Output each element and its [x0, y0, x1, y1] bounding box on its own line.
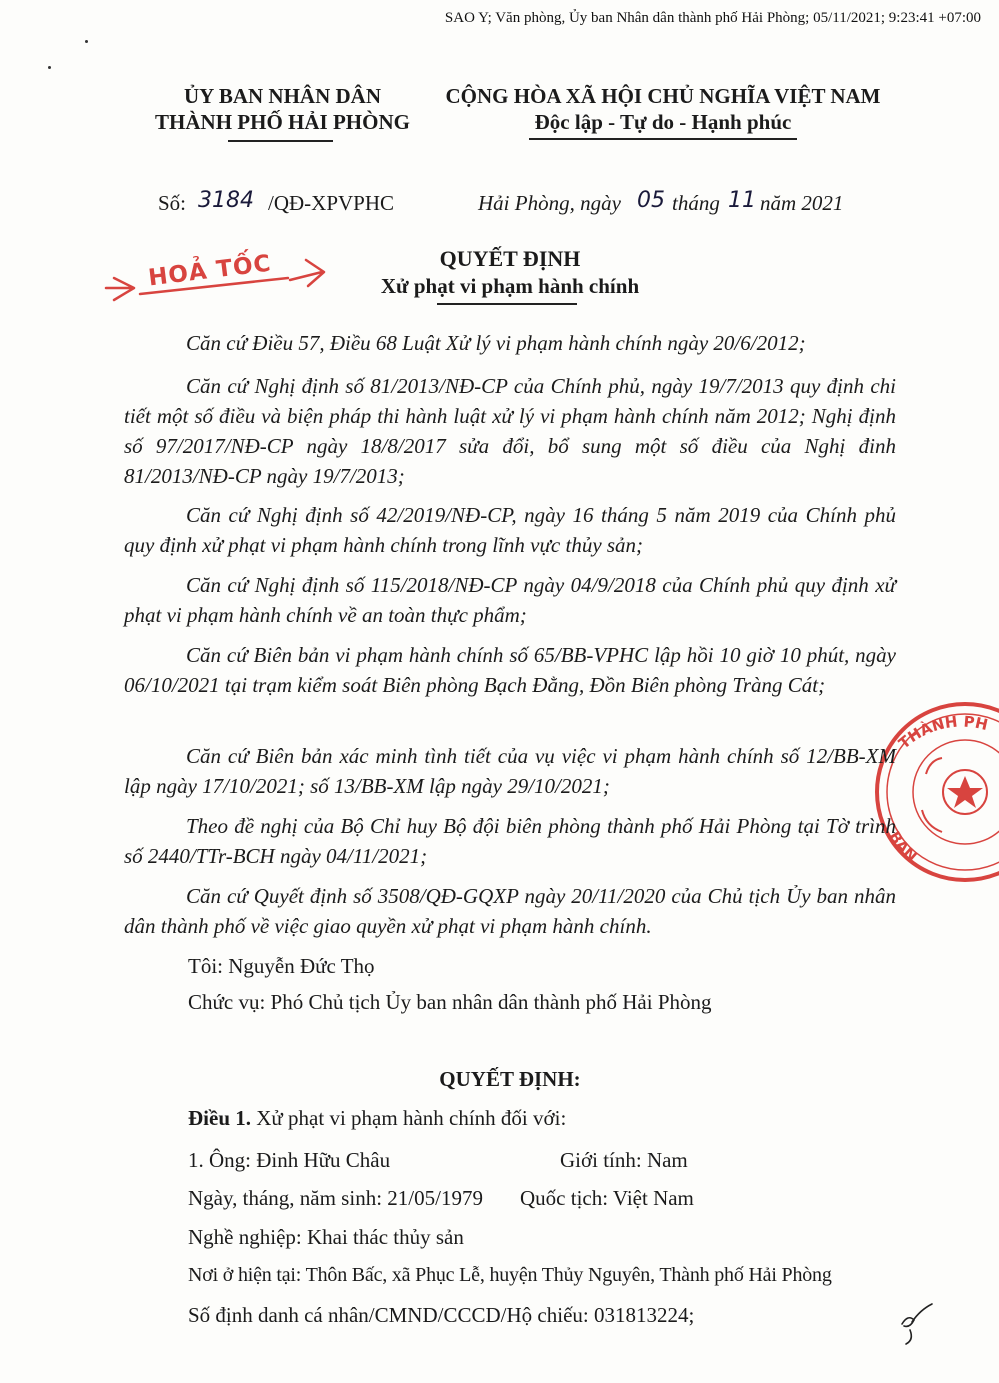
issuer-underline — [228, 140, 333, 142]
scan-speck — [48, 66, 51, 69]
scan-speck — [85, 40, 88, 43]
urgent-stamp-text: HOẢ TỐC — [146, 250, 273, 292]
basis-paragraph: Căn cứ Nghị định số 115/2018/NĐ-CP ngày 04/9/2018 của Chính phủ quy định xử phạt vi phạm hành chính về an toàn thực phẩm; — [124, 573, 896, 627]
basis-paragraph: Theo đề nghị của Bộ Chỉ huy Bộ đội biên phòng thành phố Hải Phòng tại Tờ trình số 2440/TTr-BCH ngày 04/11/2021; — [124, 814, 896, 868]
digital-copy-stamp-line: SAO Y; Văn phòng, Ủy ban Nhân dân thành phố Hải Phòng; 05/11/2021; 9:23:41 +07:00 — [444, 10, 981, 26]
document-title: QUYẾT ĐỊNH — [439, 246, 581, 271]
offender-dob: Ngày, tháng, năm sinh: 21/05/1979 — [188, 1186, 483, 1210]
national-title: CỘNG HÒA XÃ HỘI CHỦ NGHĨA VIỆT NAM — [445, 84, 881, 108]
basis-paragraph: Căn cứ Điều 57, Điều 68 Luật Xử lý vi phạm hành chính ngày 20/6/2012; — [186, 331, 806, 355]
date-place: Hải Phòng, ngày — [478, 191, 621, 215]
article-1-label: Điều 1. — [188, 1106, 251, 1130]
offender-residence: Nơi ở hiện tại: Thôn Bấc, xã Phục Lễ, huyện Thủy Nguyên, Thành phố Hải Phòng — [188, 1264, 832, 1286]
issuer-line-1: ỦY BAN NHÂN DÂN — [184, 84, 381, 108]
decision-heading: QUYẾT ĐỊNH: — [439, 1067, 581, 1091]
basis-paragraph: Căn cứ Biên bản vi phạm hành chính số 65/BB-VPHC lập hồi 10 giờ 10 phút, ngày 06/10/2021 tại trạm kiểm soát Biên phòng Bạch Đằng, Đồn Biên phòng Tràng Cát; — [124, 643, 896, 697]
article-1-line — [188, 1106, 566, 1131]
offender-id-number: Số định danh cá nhân/CMND/CCCD/Hộ chiếu: 031813224; — [188, 1303, 695, 1327]
date-month-label: tháng — [672, 191, 720, 215]
offender-name: 1. Ông: Đinh Hữu Châu — [188, 1148, 391, 1172]
national-motto: Độc lập - Tự do - Hạnh phúc — [534, 110, 792, 134]
basis-paragraph: Căn cứ Quyết định số 3508/QĐ-GQXP ngày 20/11/2020 của Chủ tịch Ủy ban nhân dân thành phố về việc giao quyền xử phạt vi phạm hành chính. — [124, 884, 896, 938]
seal-top-text: THÀNH PH — [895, 712, 990, 753]
offender-nationality: Quốc tịch: Việt Nam — [520, 1186, 694, 1210]
doc-number-suffix: /QĐ-XPVPHC — [268, 191, 395, 215]
svg-text:THÀNH PH — [895, 713, 989, 753]
motto-underline — [529, 138, 797, 140]
document-subtitle: Xử phạt vi phạm hành chính — [380, 274, 640, 298]
signer-name: Tôi: Nguyễn Đức Thọ — [188, 954, 375, 978]
date-month-handwritten: 11 — [728, 188, 756, 213]
basis-paragraph: Căn cứ Nghị định số 42/2019/NĐ-CP, ngày 16 tháng 5 năm 2019 của Chính phủ quy định xử phạt vi phạm hành chính trong lĩnh vực thủy sản; — [124, 503, 896, 557]
issuer-line-2: THÀNH PHỐ HẢI PHÒNG — [155, 110, 410, 134]
offender-occupation: Nghề nghiệp: Khai thác thủy sản — [188, 1225, 464, 1249]
date-year: năm 2021 — [760, 191, 844, 215]
doc-number-label: Số: — [158, 191, 187, 215]
basis-paragraph: Căn cứ Biên bản xác minh tình tiết của vụ việc vi phạm hành chính số 12/BB-XM lập ngày 17/10/2021; số 13/BB-XM lập ngày 29/10/2021; — [124, 744, 896, 798]
signer-position: Chức vụ: Phó Chủ tịch Ủy ban nhân dân thành phố Hải Phòng — [188, 990, 712, 1014]
basis-paragraph: Căn cứ Nghị định số 81/2013/NĐ-CP của Chính phủ, ngày 19/7/2013 quy định chi tiết một số điều và biện pháp thi hành luật xử lý vi phạm hành chính năm 2012; Nghị định số 97/2017/NĐ-CP ngày 18/8/2017 sửa đổi, bổ sung một số điều của Nghị đinh 81/2013/NĐ-CP ngày 19/7/2013; — [124, 374, 896, 488]
subtitle-underline — [437, 303, 577, 305]
initial-signature-mark — [890, 1300, 940, 1350]
offender-gender: Giới tính: Nam — [560, 1148, 688, 1172]
seal-bottom-text: BAN — [885, 828, 921, 866]
article-1-text: Xử phạt vi phạm hành chính đối với: — [251, 1106, 567, 1130]
doc-number-handwritten: 3184 — [198, 188, 254, 213]
date-day-handwritten: 05 — [637, 188, 665, 213]
